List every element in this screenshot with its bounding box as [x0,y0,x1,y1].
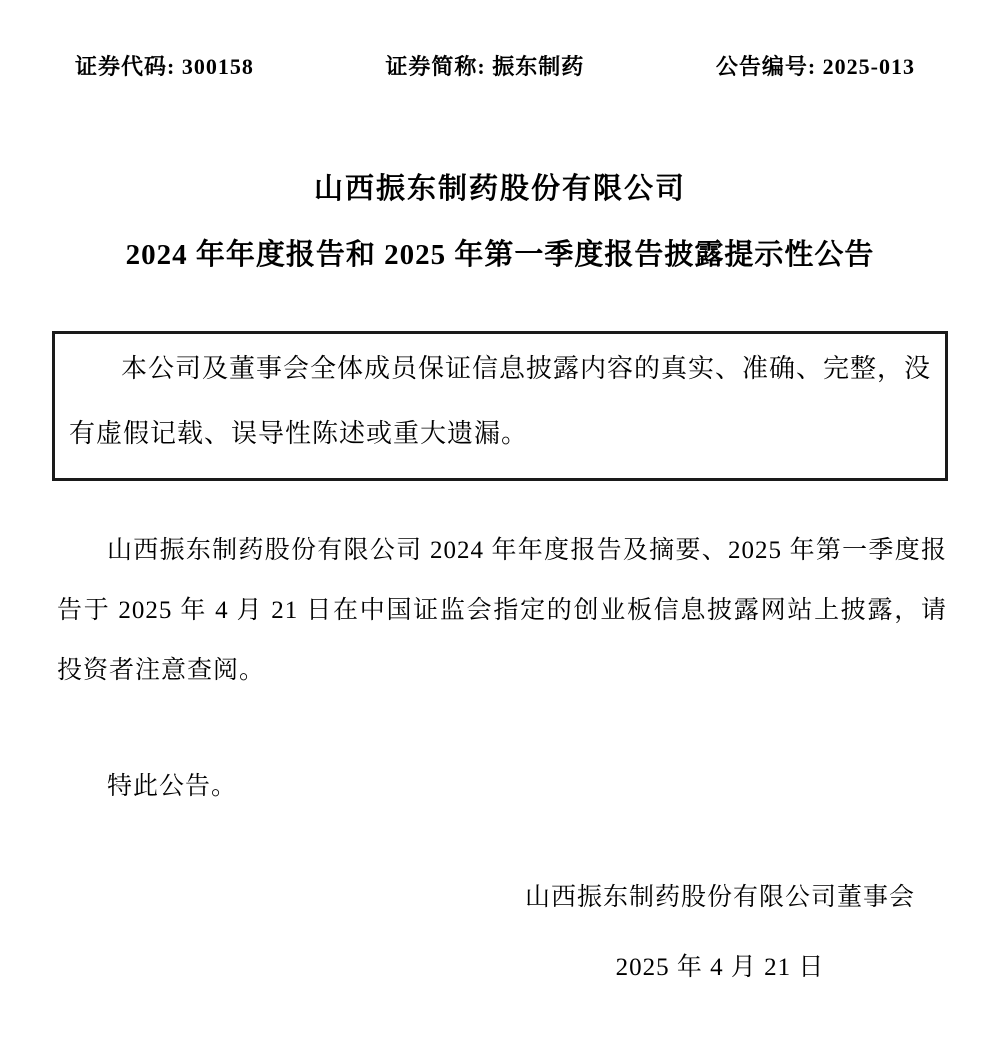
company-title: 山西振东制药股份有限公司 [313,173,686,205]
signature-issuer: 山西振东制药股份有限公司董事会 [524,883,915,911]
security-info-row [0,0,1000,81]
disclaimer-box [52,331,948,481]
stock-code: 证券代码: 300158 [75,54,254,79]
signature-block [525,882,915,985]
body-paragraph: 山西振东制药股份有限公司 2024 年年度报告及摘要、2025 年第一季度报告于 2025 年 4 月 21 日在中国证监会指定的创业板信息披露网站上披露，请投资者注意查阅。 [57,536,947,684]
signature-date: 2025 年 4 月 21 日 [615,954,825,982]
announcement-title: 2024 年年度报告和 2025 年第一季度报告披露提示性公告 [125,239,875,272]
stock-abbreviation: 证券简称: 振东制药 [385,54,585,79]
closing-statement: 特此公告。 [107,772,238,800]
announcement-number: 公告编号: 2025-013 [715,54,915,79]
disclaimer-text: 本公司及董事会全体成员保证信息披露内容的真实、准确、完整，没有虚假记载、误导性陈述或重大遗漏。 [69,353,932,448]
